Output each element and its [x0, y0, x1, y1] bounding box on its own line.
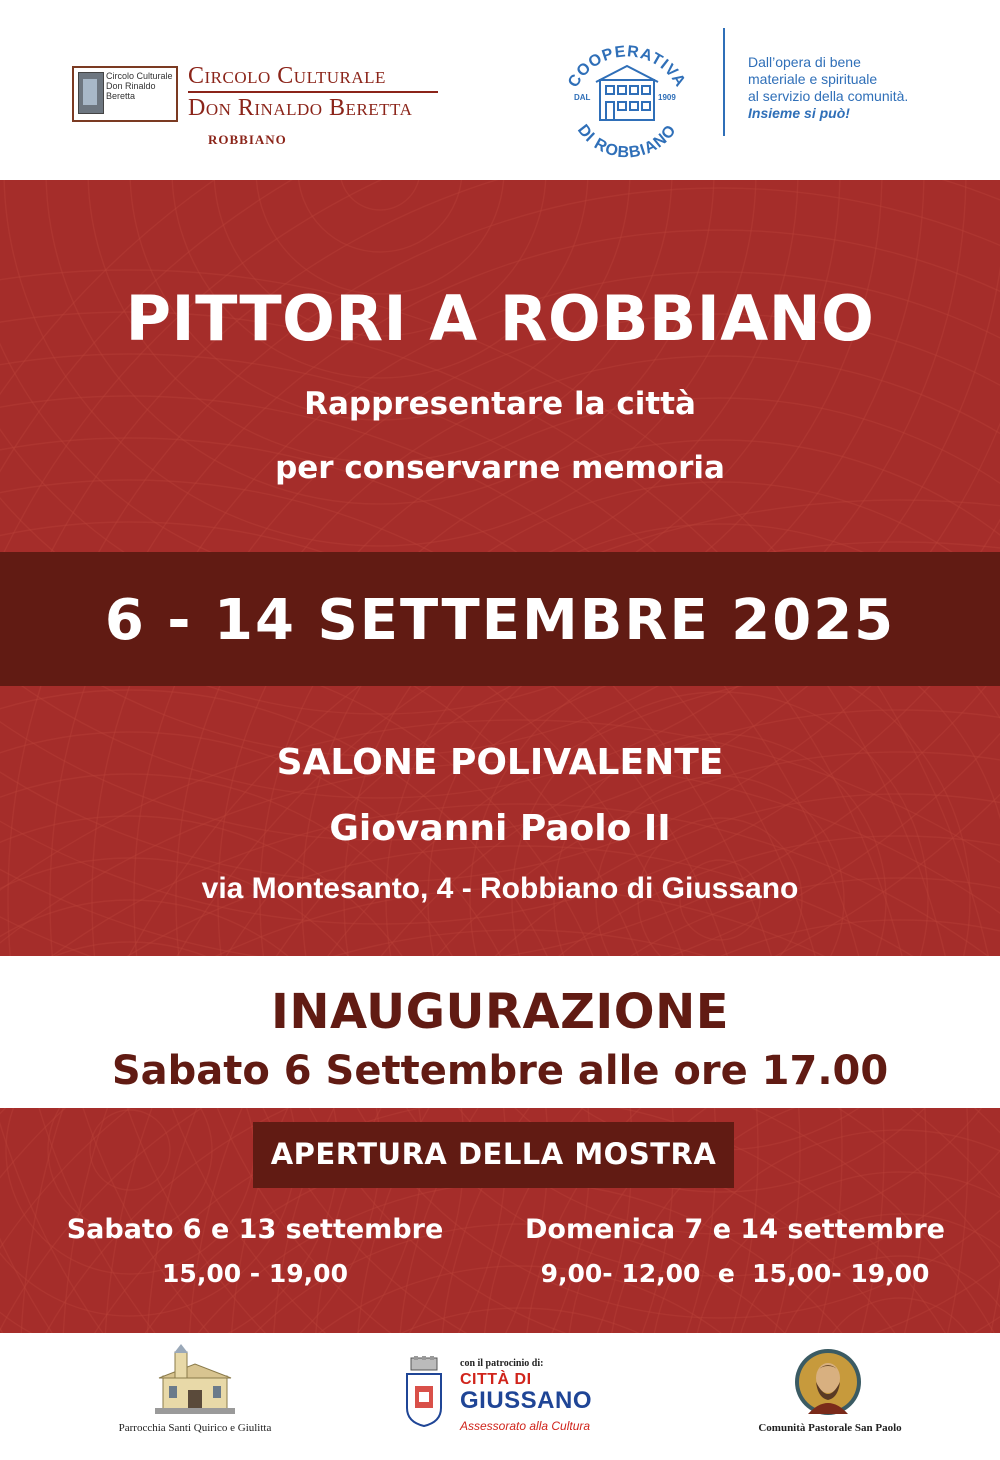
saturday-hours: 15,00 - 19,00: [162, 1259, 348, 1288]
venue-subname: Giovanni Paolo II: [329, 808, 671, 849]
coop-building-icon: [596, 66, 658, 120]
coop-tagline-line1: Dall’opera di bene: [748, 54, 861, 70]
saturday-schedule: [60, 1214, 450, 1288]
ring-line: [4, 180, 756, 546]
opening-label: APERTURA DELLA MOSTRA: [270, 1137, 717, 1171]
event-subtitle-line2: per conservarne memoria: [275, 450, 725, 486]
ring-line: [0, 180, 1000, 552]
ring-line: [256, 180, 504, 294]
parish-label: Parrocchia Santi Quirico e Giulitta: [118, 1422, 272, 1434]
assessorato-label: Assessorato alla Cultura: [460, 1419, 591, 1433]
church-icon: [155, 1342, 235, 1414]
coop-tagline-line3: al servizio della comunità.: [748, 88, 909, 104]
ring-line: [0, 180, 882, 552]
circolo-town: ROBBIANO: [208, 132, 287, 147]
coop-divider: [723, 28, 725, 136]
ring-line: [0, 180, 966, 552]
ring-line: [0, 180, 1000, 552]
patronage-label: con il patrocinio di:: [460, 1358, 544, 1369]
ring-line: [440, 920, 1000, 956]
ring-line: [0, 522, 758, 552]
ring-line: [0, 900, 380, 956]
saturday-days: Sabato 6 e 13 settembre: [66, 1214, 444, 1245]
inauguration-datetime: Sabato 6 Settembre alle ore 17.00: [111, 1048, 889, 1094]
ring-line: [0, 180, 798, 552]
ring-line: [0, 480, 800, 552]
ring-line: [818, 1298, 982, 1333]
coop-tagline-line2: materiale e spirituale: [748, 71, 878, 87]
ring-line: [340, 180, 420, 210]
ring-line: [298, 180, 462, 252]
ring-line: [90, 1110, 170, 1190]
ring-line: [0, 942, 338, 956]
title-section: [0, 180, 1000, 552]
circolo-name-line2: Don Rinaldo Beretta: [188, 95, 413, 121]
ring-line: [0, 180, 1000, 552]
coop-tagline: [748, 54, 978, 122]
ring-line: [0, 180, 1000, 552]
saint-paul-icon: [794, 1348, 862, 1416]
building-icon: [78, 72, 104, 114]
ring-line: [0, 930, 1000, 956]
coop-dal: DAL: [574, 93, 591, 102]
ring-line: [0, 686, 1000, 882]
giussano-crest-icon: [403, 1356, 445, 1428]
ring-line: [0, 180, 1000, 552]
sunday-days: Domenica 7 e 14 settembre: [525, 1214, 945, 1245]
cooperativa-logo: [552, 24, 702, 164]
ring-line: [8, 188, 1000, 552]
coop-year: 1909: [658, 93, 676, 102]
ring-pattern: [0, 180, 1000, 552]
ring-line: [0, 180, 1000, 552]
venue-name: SALONE POLIVALENTE: [276, 742, 724, 783]
event-title: PITTORI A ROBBIANO: [125, 282, 875, 355]
inauguration-title: INAUGURAZIONE: [270, 984, 730, 1040]
ring-line: [0, 180, 1000, 552]
ring-line: [0, 180, 924, 552]
citta-di-label: CITTÀ DI: [460, 1371, 532, 1388]
header: [0, 0, 1000, 180]
event-dates: 6 - 14 SETTEMBRE 2025: [104, 588, 896, 653]
ring-line: [344, 524, 1000, 552]
coop-top-text: COOPERATIVA: [565, 43, 689, 91]
ring-line: [0, 774, 506, 956]
sunday-schedule: [520, 1214, 950, 1288]
venue-address: via Montesanto, 4 - Robbiano di Giussano: [201, 872, 799, 905]
circolo-logo: [72, 66, 178, 122]
event-subtitle-line1: Rappresentare la città: [304, 386, 696, 422]
ring-line: [0, 180, 840, 552]
circolo-name: [188, 62, 448, 122]
divider: [188, 91, 438, 93]
coop-bottom-text: DI ROBBIANO: [573, 121, 681, 162]
ring-line: [0, 686, 924, 714]
coop-motto: Insieme si può!: [748, 105, 850, 121]
ring-line: [228, 1308, 812, 1333]
ring-line: [302, 482, 1000, 552]
ring-line: [20, 500, 1000, 552]
ring-line: [0, 180, 1000, 552]
ring-line: [0, 180, 1000, 552]
opening-label-box: [253, 1122, 734, 1188]
ring-line: [0, 180, 1000, 552]
sunday-hours: 9,00- 12,00 e 15,00- 19,00: [540, 1259, 930, 1288]
circolo-logo-text: Circolo Culturale Don Rinaldo Beretta: [106, 71, 173, 101]
ring-line: [62, 542, 1000, 552]
giussano-label: GIUSSANO: [460, 1387, 593, 1414]
community-label: Comunità Pastorale San Paolo: [758, 1422, 902, 1434]
circolo-name-line1: Circolo Culturale: [188, 63, 386, 89]
ring-line: [0, 180, 1000, 552]
ring-line: [0, 762, 1000, 956]
ring-line: [596, 776, 844, 956]
